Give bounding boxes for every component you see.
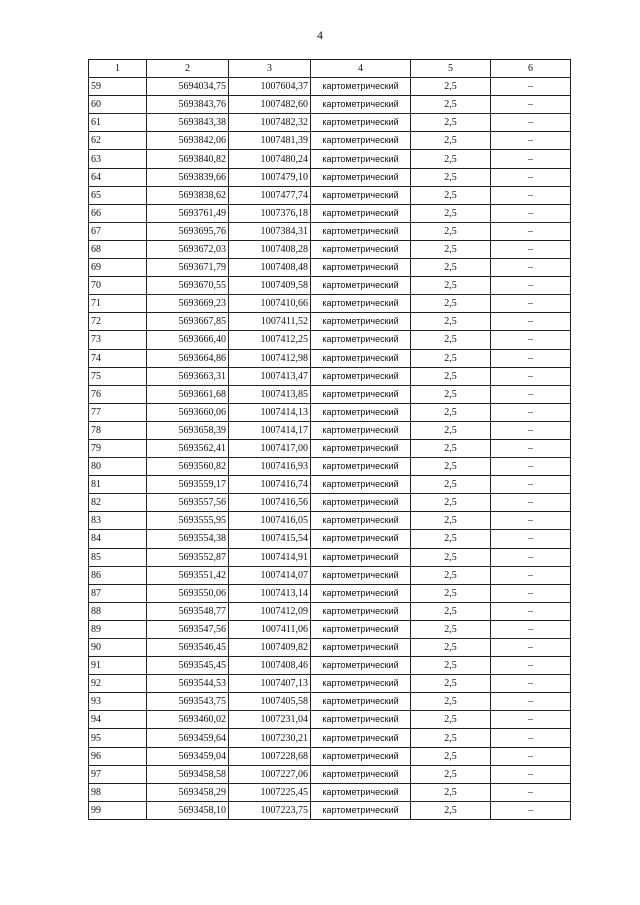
note-cell: – xyxy=(491,765,571,783)
page-number: 4 xyxy=(317,28,323,42)
y-coordinate-cell: 1007225,45 xyxy=(229,783,311,801)
point-number-cell: 80 xyxy=(89,458,147,476)
x-coordinate-cell: 5693555,95 xyxy=(147,512,229,530)
y-coordinate-cell: 1007480,24 xyxy=(229,150,311,168)
y-coordinate-cell: 1007416,05 xyxy=(229,512,311,530)
table-row xyxy=(89,765,571,783)
y-coordinate-cell: 1007413,47 xyxy=(229,367,311,385)
point-number-cell: 90 xyxy=(89,639,147,657)
method-cell: картометрический xyxy=(311,240,411,258)
point-number-cell: 85 xyxy=(89,548,147,566)
x-coordinate-cell: 5693554,38 xyxy=(147,530,229,548)
table-row xyxy=(89,78,571,96)
table-header-row xyxy=(89,60,571,78)
point-number-cell: 77 xyxy=(89,403,147,421)
note-cell: – xyxy=(491,240,571,258)
accuracy-cell: 2,5 xyxy=(411,313,491,331)
point-number-cell: 71 xyxy=(89,295,147,313)
note-cell: – xyxy=(491,295,571,313)
accuracy-cell: 2,5 xyxy=(411,186,491,204)
x-coordinate-cell: 5693840,82 xyxy=(147,150,229,168)
method-cell: картометрический xyxy=(311,494,411,512)
table-row xyxy=(89,96,571,114)
table-row xyxy=(89,620,571,638)
note-cell: – xyxy=(491,801,571,819)
method-cell: картометрический xyxy=(311,367,411,385)
x-coordinate-cell: 5693548,77 xyxy=(147,602,229,620)
note-cell: – xyxy=(491,277,571,295)
table-row xyxy=(89,114,571,132)
table-row xyxy=(89,729,571,747)
point-number-cell: 61 xyxy=(89,114,147,132)
table-row xyxy=(89,675,571,693)
accuracy-cell: 2,5 xyxy=(411,277,491,295)
y-coordinate-cell: 1007231,04 xyxy=(229,711,311,729)
accuracy-cell: 2,5 xyxy=(411,367,491,385)
point-number-cell: 59 xyxy=(89,78,147,96)
note-cell: – xyxy=(491,114,571,132)
point-number-cell: 79 xyxy=(89,439,147,457)
column-header: 2 xyxy=(147,60,229,78)
y-coordinate-cell: 1007479,10 xyxy=(229,168,311,186)
table-row xyxy=(89,711,571,729)
method-cell: картометрический xyxy=(311,277,411,295)
column-header: 4 xyxy=(311,60,411,78)
x-coordinate-cell: 5693544,53 xyxy=(147,675,229,693)
note-cell: – xyxy=(491,783,571,801)
table-row xyxy=(89,277,571,295)
point-number-cell: 86 xyxy=(89,566,147,584)
accuracy-cell: 2,5 xyxy=(411,96,491,114)
point-number-cell: 78 xyxy=(89,421,147,439)
accuracy-cell: 2,5 xyxy=(411,295,491,313)
point-number-cell: 98 xyxy=(89,783,147,801)
note-cell: – xyxy=(491,78,571,96)
method-cell: картометрический xyxy=(311,259,411,277)
accuracy-cell: 2,5 xyxy=(411,566,491,584)
x-coordinate-cell: 5693551,42 xyxy=(147,566,229,584)
point-number-cell: 65 xyxy=(89,186,147,204)
note-cell: – xyxy=(491,548,571,566)
point-number-cell: 69 xyxy=(89,259,147,277)
accuracy-cell: 2,5 xyxy=(411,132,491,150)
method-cell: картометрический xyxy=(311,331,411,349)
table-row xyxy=(89,295,571,313)
note-cell: – xyxy=(491,132,571,150)
x-coordinate-cell: 5693843,38 xyxy=(147,114,229,132)
note-cell: – xyxy=(491,729,571,747)
table-row xyxy=(89,331,571,349)
note-cell: – xyxy=(491,476,571,494)
method-cell: картометрический xyxy=(311,729,411,747)
method-cell: картометрический xyxy=(311,458,411,476)
table-row xyxy=(89,476,571,494)
note-cell: – xyxy=(491,566,571,584)
method-cell: картометрический xyxy=(311,403,411,421)
accuracy-cell: 2,5 xyxy=(411,729,491,747)
point-number-cell: 99 xyxy=(89,801,147,819)
point-number-cell: 82 xyxy=(89,494,147,512)
method-cell: картометрический xyxy=(311,801,411,819)
accuracy-cell: 2,5 xyxy=(411,259,491,277)
x-coordinate-cell: 5693560,82 xyxy=(147,458,229,476)
point-number-cell: 67 xyxy=(89,222,147,240)
note-cell: – xyxy=(491,620,571,638)
y-coordinate-cell: 1007411,52 xyxy=(229,313,311,331)
note-cell: – xyxy=(491,458,571,476)
accuracy-cell: 2,5 xyxy=(411,150,491,168)
table-row xyxy=(89,639,571,657)
note-cell: – xyxy=(491,530,571,548)
point-number-cell: 91 xyxy=(89,657,147,675)
y-coordinate-cell: 1007384,31 xyxy=(229,222,311,240)
x-coordinate-cell: 5693843,76 xyxy=(147,96,229,114)
method-cell: картометрический xyxy=(311,566,411,584)
method-cell: картометрический xyxy=(311,711,411,729)
x-coordinate-cell: 5693658,39 xyxy=(147,421,229,439)
y-coordinate-cell: 1007415,54 xyxy=(229,530,311,548)
table-row xyxy=(89,747,571,765)
accuracy-cell: 2,5 xyxy=(411,439,491,457)
point-number-cell: 68 xyxy=(89,240,147,258)
note-cell: – xyxy=(491,331,571,349)
table-row xyxy=(89,385,571,403)
x-coordinate-cell: 5693839,66 xyxy=(147,168,229,186)
y-coordinate-cell: 1007376,18 xyxy=(229,204,311,222)
method-cell: картометрический xyxy=(311,675,411,693)
column-header: 5 xyxy=(411,60,491,78)
accuracy-cell: 2,5 xyxy=(411,639,491,657)
accuracy-cell: 2,5 xyxy=(411,240,491,258)
x-coordinate-cell: 5693546,45 xyxy=(147,639,229,657)
y-coordinate-cell: 1007408,28 xyxy=(229,240,311,258)
table-row xyxy=(89,150,571,168)
y-coordinate-cell: 1007482,32 xyxy=(229,114,311,132)
table-row xyxy=(89,259,571,277)
accuracy-cell: 2,5 xyxy=(411,548,491,566)
x-coordinate-cell: 5693667,85 xyxy=(147,313,229,331)
y-coordinate-cell: 1007227,06 xyxy=(229,765,311,783)
y-coordinate-cell: 1007604,37 xyxy=(229,78,311,96)
method-cell: картометрический xyxy=(311,783,411,801)
method-cell: картометрический xyxy=(311,584,411,602)
point-number-cell: 84 xyxy=(89,530,147,548)
y-coordinate-cell: 1007414,07 xyxy=(229,566,311,584)
y-coordinate-cell: 1007230,21 xyxy=(229,729,311,747)
table-row xyxy=(89,204,571,222)
y-coordinate-cell: 1007481,39 xyxy=(229,132,311,150)
accuracy-cell: 2,5 xyxy=(411,476,491,494)
note-cell: – xyxy=(491,349,571,367)
point-number-cell: 87 xyxy=(89,584,147,602)
y-coordinate-cell: 1007223,75 xyxy=(229,801,311,819)
x-coordinate-cell: 5693842,06 xyxy=(147,132,229,150)
x-coordinate-cell: 5693458,29 xyxy=(147,783,229,801)
y-coordinate-cell: 1007416,56 xyxy=(229,494,311,512)
y-coordinate-cell: 1007228,68 xyxy=(229,747,311,765)
method-cell: картометрический xyxy=(311,168,411,186)
method-cell: картометрический xyxy=(311,421,411,439)
point-number-cell: 93 xyxy=(89,693,147,711)
y-coordinate-cell: 1007408,48 xyxy=(229,259,311,277)
point-number-cell: 92 xyxy=(89,675,147,693)
note-cell: – xyxy=(491,439,571,457)
note-cell: – xyxy=(491,602,571,620)
y-coordinate-cell: 1007411,06 xyxy=(229,620,311,638)
x-coordinate-cell: 5693695,76 xyxy=(147,222,229,240)
table-row xyxy=(89,494,571,512)
accuracy-cell: 2,5 xyxy=(411,602,491,620)
point-number-cell: 95 xyxy=(89,729,147,747)
table-row xyxy=(89,530,571,548)
method-cell: картометрический xyxy=(311,439,411,457)
method-cell: картометрический xyxy=(311,295,411,313)
table-row xyxy=(89,783,571,801)
point-number-cell: 76 xyxy=(89,385,147,403)
note-cell: – xyxy=(491,421,571,439)
x-coordinate-cell: 5693670,55 xyxy=(147,277,229,295)
y-coordinate-cell: 1007477,74 xyxy=(229,186,311,204)
table-row xyxy=(89,132,571,150)
note-cell: – xyxy=(491,494,571,512)
point-number-cell: 62 xyxy=(89,132,147,150)
x-coordinate-cell: 5693669,23 xyxy=(147,295,229,313)
point-number-cell: 97 xyxy=(89,765,147,783)
x-coordinate-cell: 5693666,40 xyxy=(147,331,229,349)
x-coordinate-cell: 5693671,79 xyxy=(147,259,229,277)
point-number-cell: 73 xyxy=(89,331,147,349)
accuracy-cell: 2,5 xyxy=(411,675,491,693)
x-coordinate-cell: 5693664,86 xyxy=(147,349,229,367)
accuracy-cell: 2,5 xyxy=(411,693,491,711)
note-cell: – xyxy=(491,96,571,114)
x-coordinate-cell: 5693458,10 xyxy=(147,801,229,819)
table-row xyxy=(89,367,571,385)
accuracy-cell: 2,5 xyxy=(411,403,491,421)
x-coordinate-cell: 5693459,64 xyxy=(147,729,229,747)
table-row xyxy=(89,512,571,530)
y-coordinate-cell: 1007412,25 xyxy=(229,331,311,349)
y-coordinate-cell: 1007416,74 xyxy=(229,476,311,494)
x-coordinate-cell: 5693547,56 xyxy=(147,620,229,638)
method-cell: картометрический xyxy=(311,96,411,114)
accuracy-cell: 2,5 xyxy=(411,458,491,476)
y-coordinate-cell: 1007413,14 xyxy=(229,584,311,602)
table-row xyxy=(89,240,571,258)
y-coordinate-cell: 1007412,09 xyxy=(229,602,311,620)
method-cell: картометрический xyxy=(311,747,411,765)
accuracy-cell: 2,5 xyxy=(411,78,491,96)
y-coordinate-cell: 1007409,82 xyxy=(229,639,311,657)
method-cell: картометрический xyxy=(311,313,411,331)
accuracy-cell: 2,5 xyxy=(411,331,491,349)
note-cell: – xyxy=(491,186,571,204)
x-coordinate-cell: 5694034,75 xyxy=(147,78,229,96)
point-number-cell: 83 xyxy=(89,512,147,530)
table-row xyxy=(89,602,571,620)
method-cell: картометрический xyxy=(311,657,411,675)
note-cell: – xyxy=(491,313,571,331)
accuracy-cell: 2,5 xyxy=(411,421,491,439)
table-row xyxy=(89,313,571,331)
note-cell: – xyxy=(491,693,571,711)
method-cell: картометрический xyxy=(311,530,411,548)
column-header: 6 xyxy=(491,60,571,78)
point-number-cell: 89 xyxy=(89,620,147,638)
x-coordinate-cell: 5693761,49 xyxy=(147,204,229,222)
note-cell: – xyxy=(491,711,571,729)
accuracy-cell: 2,5 xyxy=(411,204,491,222)
point-number-cell: 74 xyxy=(89,349,147,367)
table-body xyxy=(89,78,571,820)
method-cell: картометрический xyxy=(311,602,411,620)
accuracy-cell: 2,5 xyxy=(411,801,491,819)
method-cell: картометрический xyxy=(311,349,411,367)
method-cell: картометрический xyxy=(311,186,411,204)
method-cell: картометрический xyxy=(311,476,411,494)
point-number-cell: 88 xyxy=(89,602,147,620)
y-coordinate-cell: 1007414,17 xyxy=(229,421,311,439)
table-row xyxy=(89,403,571,421)
accuracy-cell: 2,5 xyxy=(411,657,491,675)
note-cell: – xyxy=(491,675,571,693)
x-coordinate-cell: 5693545,45 xyxy=(147,657,229,675)
accuracy-cell: 2,5 xyxy=(411,530,491,548)
accuracy-cell: 2,5 xyxy=(411,620,491,638)
method-cell: картометрический xyxy=(311,150,411,168)
method-cell: картометрический xyxy=(311,204,411,222)
method-cell: картометрический xyxy=(311,693,411,711)
accuracy-cell: 2,5 xyxy=(411,711,491,729)
accuracy-cell: 2,5 xyxy=(411,747,491,765)
table-row xyxy=(89,458,571,476)
x-coordinate-cell: 5693557,56 xyxy=(147,494,229,512)
point-number-cell: 94 xyxy=(89,711,147,729)
x-coordinate-cell: 5693460,02 xyxy=(147,711,229,729)
accuracy-cell: 2,5 xyxy=(411,584,491,602)
accuracy-cell: 2,5 xyxy=(411,783,491,801)
method-cell: картометрический xyxy=(311,114,411,132)
table-row xyxy=(89,222,571,240)
note-cell: – xyxy=(491,259,571,277)
x-coordinate-cell: 5693459,04 xyxy=(147,747,229,765)
point-number-cell: 70 xyxy=(89,277,147,295)
point-number-cell: 72 xyxy=(89,313,147,331)
y-coordinate-cell: 1007405,58 xyxy=(229,693,311,711)
point-number-cell: 60 xyxy=(89,96,147,114)
x-coordinate-cell: 5693660,06 xyxy=(147,403,229,421)
point-number-cell: 96 xyxy=(89,747,147,765)
accuracy-cell: 2,5 xyxy=(411,349,491,367)
x-coordinate-cell: 5693838,62 xyxy=(147,186,229,204)
note-cell: – xyxy=(491,512,571,530)
note-cell: – xyxy=(491,204,571,222)
y-coordinate-cell: 1007417,00 xyxy=(229,439,311,457)
method-cell: картометрический xyxy=(311,78,411,96)
accuracy-cell: 2,5 xyxy=(411,512,491,530)
note-cell: – xyxy=(491,222,571,240)
column-header: 1 xyxy=(89,60,147,78)
y-coordinate-cell: 1007416,93 xyxy=(229,458,311,476)
x-coordinate-cell: 5693663,31 xyxy=(147,367,229,385)
y-coordinate-cell: 1007412,98 xyxy=(229,349,311,367)
point-number-cell: 64 xyxy=(89,168,147,186)
x-coordinate-cell: 5693562,41 xyxy=(147,439,229,457)
method-cell: картометрический xyxy=(311,639,411,657)
note-cell: – xyxy=(491,168,571,186)
y-coordinate-cell: 1007408,46 xyxy=(229,657,311,675)
x-coordinate-cell: 5693559,17 xyxy=(147,476,229,494)
x-coordinate-cell: 5693672,03 xyxy=(147,240,229,258)
method-cell: картометрический xyxy=(311,765,411,783)
accuracy-cell: 2,5 xyxy=(411,222,491,240)
point-number-cell: 75 xyxy=(89,367,147,385)
x-coordinate-cell: 5693543,75 xyxy=(147,693,229,711)
x-coordinate-cell: 5693550,06 xyxy=(147,584,229,602)
point-number-cell: 81 xyxy=(89,476,147,494)
accuracy-cell: 2,5 xyxy=(411,114,491,132)
y-coordinate-cell: 1007409,58 xyxy=(229,277,311,295)
x-coordinate-cell: 5693552,87 xyxy=(147,548,229,566)
method-cell: картометрический xyxy=(311,512,411,530)
accuracy-cell: 2,5 xyxy=(411,494,491,512)
note-cell: – xyxy=(491,367,571,385)
table-row xyxy=(89,801,571,819)
table-row xyxy=(89,439,571,457)
method-cell: картометрический xyxy=(311,620,411,638)
note-cell: – xyxy=(491,150,571,168)
x-coordinate-cell: 5693458,58 xyxy=(147,765,229,783)
y-coordinate-cell: 1007407,13 xyxy=(229,675,311,693)
method-cell: картометрический xyxy=(311,385,411,403)
method-cell: картометрический xyxy=(311,548,411,566)
method-cell: картометрический xyxy=(311,132,411,150)
y-coordinate-cell: 1007410,66 xyxy=(229,295,311,313)
point-number-cell: 63 xyxy=(89,150,147,168)
note-cell: – xyxy=(491,584,571,602)
table-row xyxy=(89,584,571,602)
note-cell: – xyxy=(491,403,571,421)
table-row xyxy=(89,693,571,711)
coordinates-table xyxy=(88,59,571,820)
column-header: 3 xyxy=(229,60,311,78)
x-coordinate-cell: 5693661,68 xyxy=(147,385,229,403)
table-row xyxy=(89,548,571,566)
y-coordinate-cell: 1007414,91 xyxy=(229,548,311,566)
note-cell: – xyxy=(491,385,571,403)
table-row xyxy=(89,186,571,204)
note-cell: – xyxy=(491,657,571,675)
accuracy-cell: 2,5 xyxy=(411,765,491,783)
accuracy-cell: 2,5 xyxy=(411,385,491,403)
point-number-cell: 66 xyxy=(89,204,147,222)
table-row xyxy=(89,657,571,675)
accuracy-cell: 2,5 xyxy=(411,168,491,186)
y-coordinate-cell: 1007482,60 xyxy=(229,96,311,114)
y-coordinate-cell: 1007413,85 xyxy=(229,385,311,403)
note-cell: – xyxy=(491,639,571,657)
table-row xyxy=(89,566,571,584)
note-cell: – xyxy=(491,747,571,765)
method-cell: картометрический xyxy=(311,222,411,240)
table-row xyxy=(89,349,571,367)
table-row xyxy=(89,421,571,439)
table-row xyxy=(89,168,571,186)
y-coordinate-cell: 1007414,13 xyxy=(229,403,311,421)
